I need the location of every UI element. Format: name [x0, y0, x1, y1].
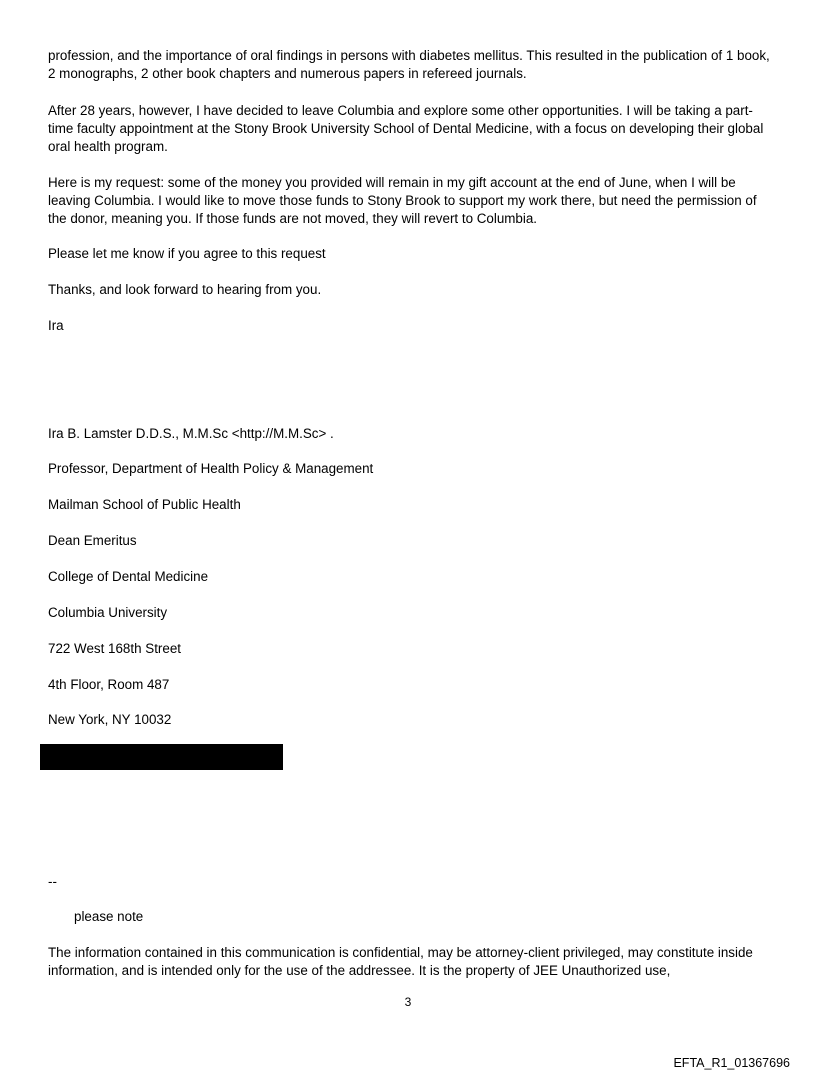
signature-title: Professor, Department of Health Policy & Management [48, 461, 374, 476]
page-number: 3 [404, 995, 412, 1009]
signature-college: College of Dental Medicine [48, 569, 209, 584]
confidentiality-disclaimer: The information contained in this communication is confidential, may be attorney-client privileged, may constitute inside information, and is intended only for the use of the addressee. It is the property of JEE Unauthorized use, [48, 945, 753, 978]
signature-dean-title: Dean Emeritus [48, 533, 137, 548]
body-paragraph-4: Please let me know if you agree to this request [48, 246, 326, 261]
signature-city-state-zip: New York, NY 10032 [48, 712, 172, 727]
signature-floor-room: 4th Floor, Room 487 [48, 677, 170, 692]
sign-off: Ira [48, 318, 64, 333]
signature-university: Columbia University [48, 605, 168, 620]
body-paragraph-2: After 28 years, however, I have decided to leave Columbia and explore some other opportunities. I will be taking a part-time faculty appointment at the Stony Brook University School of Dental Medicine, with a focus on developing their global oral health program. [48, 103, 764, 154]
signature-separator: -- [48, 874, 57, 889]
signature-name: Ira B. Lamster D.D.S., M.M.Sc <http://M.M.Sc> . [48, 426, 334, 441]
signature-street: 722 West 168th Street [48, 641, 181, 656]
note-heading: please note [74, 909, 144, 924]
signature-school: Mailman School of Public Health [48, 497, 241, 512]
closing-line: Thanks, and look forward to hearing from you. [48, 282, 322, 297]
redaction-bar [40, 744, 283, 770]
body-paragraph-3: Here is my request: some of the money you provided will remain in my gift account at the end of June, when I will be leaving Columbia. I would like to move those funds to Stony Brook to support my work there, but need the permission of the donor, meaning you. If those funds are not moved, they will revert to Columbia. [48, 175, 757, 226]
body-paragraph-1: profession, and the importance of oral findings in persons with diabetes mellitus. This resulted in the publication of 1 book, 2 monographs, 2 other book chapters and numerous papers in refereed journals. [48, 48, 770, 81]
document-id: EFTA_R1_01367696 [673, 1056, 790, 1070]
